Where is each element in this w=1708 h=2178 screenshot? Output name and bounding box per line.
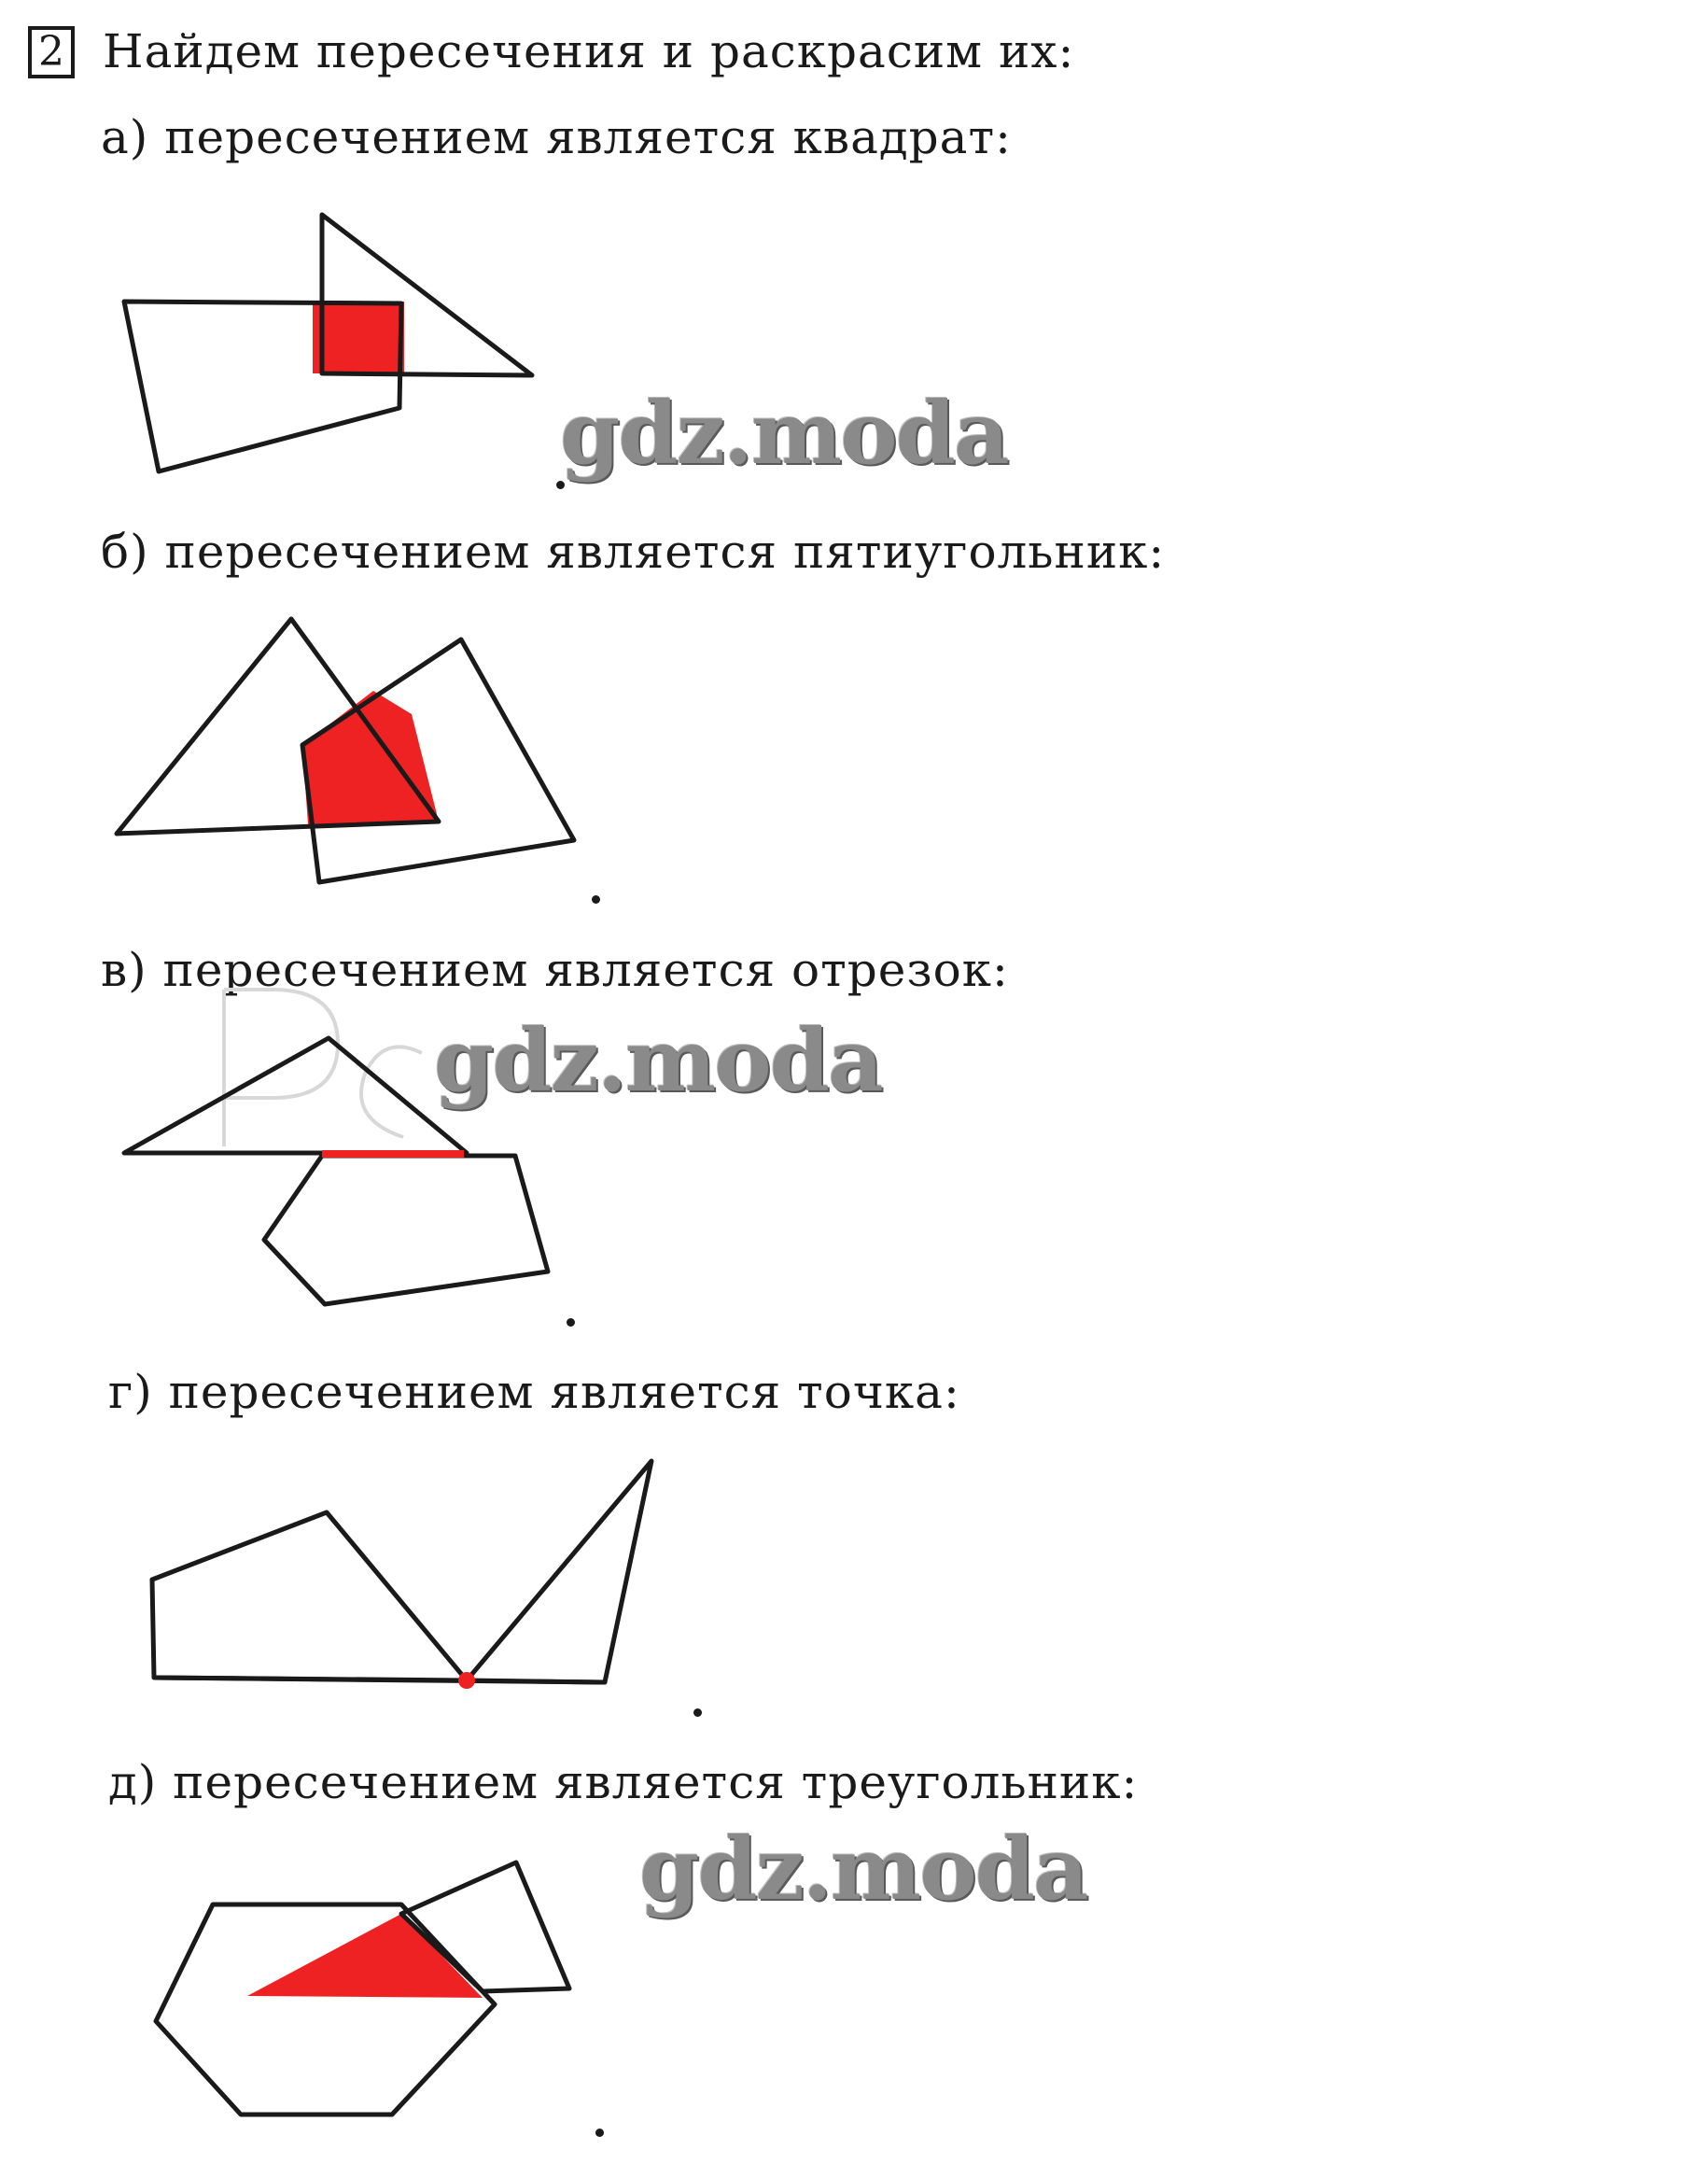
task-heading: Найдем пересечения и раскрасим их: <box>103 24 1075 78</box>
item-a-label: а) пересечением является квадрат: <box>101 110 1012 164</box>
watermark-3: gdz.moda <box>639 1819 1087 1919</box>
watermark-1: gdz.moda <box>560 383 1008 484</box>
item-e-label: д) пересечением является треугольник: <box>108 1755 1139 1809</box>
item-c-label: в) пересечением является отрезок: <box>101 943 1009 997</box>
figure-e-period <box>595 2129 604 2137</box>
task-number: 2 <box>38 28 64 76</box>
item-d-label: г) пересечением является точка: <box>108 1365 960 1419</box>
item-b-label: б) пересечением является пятиугольник: <box>101 525 1166 579</box>
figure-e-hexagon <box>156 1904 495 2115</box>
watermark-2: gdz.moda <box>434 1010 882 1111</box>
